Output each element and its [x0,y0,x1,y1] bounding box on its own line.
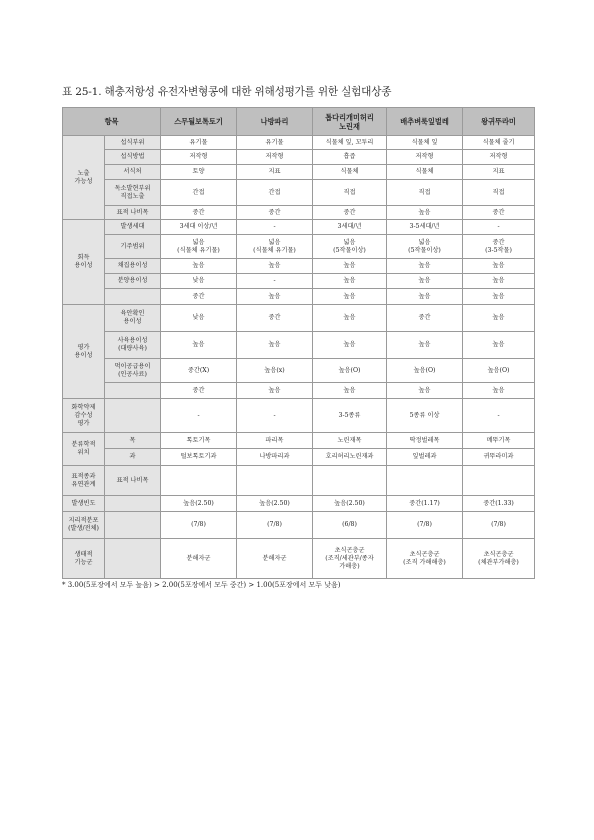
table-cell: 중간(1.33) [463,496,535,512]
table-cell: (7/8) [161,512,237,539]
section-label-exposure: 노출 가능성 [63,136,105,220]
table-cell: 높음(x) [237,359,313,383]
table-cell: 높음 [463,259,535,274]
row-label [105,539,161,579]
table-cell: 높음 [313,305,387,332]
table-cell: 중간 [237,305,313,332]
table-cell: 넓음 (식물체 유기물) [161,235,237,259]
row-label: 섭식부위 [105,136,161,150]
row-label: 섭식방법 [105,150,161,165]
table-cell: 높음 [387,289,463,305]
table-cell: 중간 [161,383,237,399]
table-cell: 직접 [313,180,387,206]
table-cell: 높음(2.50) [161,496,237,512]
table-row [63,305,535,332]
table-cell: 직접 [463,180,535,206]
table-cell: 간접 [237,180,313,206]
row-label [105,512,161,539]
table-row [63,539,535,579]
table-cell: 잎벌레과 [387,449,463,466]
table-cell: 저작형 [237,150,313,165]
row-label: 과 [105,449,161,466]
table-cell: 중간 [313,206,387,220]
table-caption: 표 25-1. 해충저항성 유전자변형콩에 대한 위해성평가를 위한 실험대상종 [62,86,392,98]
table-cell: 유기물 [161,136,237,150]
table-cell: - [463,220,535,235]
table-cell: 높음 [387,332,463,359]
table-cell: 중간 [161,206,237,220]
table-cell: 높음 [387,383,463,399]
table-cell: 높음 [237,289,313,305]
table-cell: 넓음 (5작물이상) [313,235,387,259]
table-cell: 3-5종류 [313,399,387,433]
table-cell: (7/8) [387,512,463,539]
table-cell: 중간 (3-5작물) [463,235,535,259]
header-species-4: 배추벼룩잎벌레 [387,108,463,136]
table-cell: 저작형 [161,150,237,165]
footnote: * 3.00(5포장에서 모두 높음) > 2.00(5포장에서 모두 중간) > 1.00(5포장에서 모두 낮음) [62,581,341,589]
table-cell: 낮음 [161,305,237,332]
section-label-eco: 생태적 기능군 [63,539,105,579]
table-cell: 분해자군 [237,539,313,579]
table-cell: 중간(1.17) [387,496,463,512]
table-cell: 저작형 [387,150,463,165]
table-cell: 높음 [313,259,387,274]
header-item: 항목 [63,108,161,136]
table-cell [313,466,387,496]
assessment-table [62,107,535,579]
table-cell [463,466,535,496]
table-cell: 중간 [161,289,237,305]
table-cell: 중간 [387,305,463,332]
table-cell: 식물체 줄기 [463,136,535,150]
table-cell: (7/8) [463,512,535,539]
row-label: 서식처 [105,165,161,180]
table-row [63,150,535,165]
table-cell: - [161,399,237,433]
table-cell: 파리목 [237,433,313,449]
table-cell: 높음(O) [463,359,535,383]
table-row [63,220,535,235]
table-cell: 높음 [463,305,535,332]
table-cell: 유기물 [237,136,313,150]
row-label [105,496,161,512]
table-row [63,433,535,449]
section-label-recovery: 회득 용이성 [63,220,105,305]
table-row [63,136,535,150]
table-cell: 초식곤충군 (체관부가해충) [463,539,535,579]
table-row [63,399,535,433]
table-row [63,165,535,180]
table-row [63,289,535,305]
table-cell: 높음 [237,259,313,274]
header-species-1: 스무될보톡토기 [161,108,237,136]
table-cell: 딱정벌레목 [387,433,463,449]
table-row [63,274,535,289]
table-cell: 중간(X) [161,359,237,383]
table-cell: 식물체 잎 [387,136,463,150]
row-label: 분양용이성 [105,274,161,289]
table-cell: 높음 [463,383,535,399]
table-cell: 높음 [387,259,463,274]
section-label-freq: 발생빈도 [63,496,105,512]
table-cell: - [237,220,313,235]
header-species-3: 톱다리개미허리 노린재 [313,108,387,136]
table-row [63,496,535,512]
table-cell: (6/8) [313,512,387,539]
row-label: 먹이공급용이 (인공사료) [105,359,161,383]
table-cell: 높음 [387,206,463,220]
table-cell: 톡토기목 [161,433,237,449]
table-row [63,383,535,399]
table-cell: 중간 [237,206,313,220]
table-cell: 지표 [237,165,313,180]
table-cell: (7/8) [237,512,313,539]
row-label: 목 [105,433,161,449]
table-cell: 높음 [463,289,535,305]
table-cell: 3-5세대/년 [387,220,463,235]
table-cell: 식물체 잎, 꼬투리 [313,136,387,150]
row-label: 발생세대 [105,220,161,235]
table-cell [387,466,463,496]
table-cell: - [463,399,535,433]
header-species-5: 왕귀뚜라미 [463,108,535,136]
table-cell: 식물체 [387,165,463,180]
table-cell: - [237,274,313,289]
row-label: 기주범위 [105,235,161,259]
row-label: 사육용이성 (대량사육) [105,332,161,359]
table-cell: 초식곤충군 (조직 가해해충) [387,539,463,579]
table-cell: 높음(O) [387,359,463,383]
table-cell: 분해자군 [161,539,237,579]
table-cell: 호리허리노린재과 [313,449,387,466]
table-cell: 높음(O) [313,359,387,383]
table-cell: - [237,399,313,433]
row-label [105,383,161,399]
table-row [63,449,535,466]
table-cell: 높음 [161,259,237,274]
table-cell: 메뚜기목 [463,433,535,449]
table-cell: 초식곤충군 (조직/세관부/종자 가해충) [313,539,387,579]
table-cell: 저작형 [463,150,535,165]
section-label-taxon: 분류학적 위치 [63,433,105,466]
table-row [63,332,535,359]
table-cell: 직접 [387,180,463,206]
header-row [63,108,535,136]
table-cell: 3세대/년 [313,220,387,235]
table-row [63,359,535,383]
table-cell: 5종류 이상 [387,399,463,433]
table-row [63,180,535,206]
table-row [63,466,535,496]
table-cell: 귀뚜라미과 [463,449,535,466]
section-label-chem: 화학약제 감수성 평가 [63,399,105,433]
row-label: 표적 나비목 [105,206,161,220]
table-row [63,235,535,259]
row-label [105,289,161,305]
table-cell: 높음 [313,332,387,359]
table-cell: 간접 [161,180,237,206]
table-cell: 나방파리과 [237,449,313,466]
table-cell: 흡즙 [313,150,387,165]
table-row [63,259,535,274]
table-cell: 높음 [463,332,535,359]
table-cell: 높음 [313,383,387,399]
table-row [63,512,535,539]
table-cell: 3세대 이상/년 [161,220,237,235]
table-cell [161,466,237,496]
table-cell: 중간 [463,206,535,220]
table-cell [237,466,313,496]
table-cell: 높음 [237,383,313,399]
table-cell: 넓음 (식물체 유기물) [237,235,313,259]
row-label: 독소발현부위 직접노출 [105,180,161,206]
table-cell: 높음 [313,289,387,305]
header-species-2: 나방파리 [237,108,313,136]
section-label-eval: 평가 용이성 [63,305,105,399]
table-cell: 식물체 [313,165,387,180]
table-cell: 넓음 (5작물이상) [387,235,463,259]
table-cell: 털보톡토기과 [161,449,237,466]
table-cell: 높음 [237,332,313,359]
table-cell: 높음 [387,274,463,289]
table-cell: 노린재목 [313,433,387,449]
table-cell: 높음(2.50) [313,496,387,512]
row-label [105,399,161,433]
table-row [63,206,535,220]
table-cell: 낮음 [161,274,237,289]
table-cell: 높음 [161,332,237,359]
table-cell: 지표 [463,165,535,180]
table-cell: 높음 [463,274,535,289]
table-cell: 높음 [313,274,387,289]
row-label: 육안확인 용이성 [105,305,161,332]
section-label-geo: 지리적분포 (발생/전체) [63,512,105,539]
table-cell: 토양 [161,165,237,180]
row-label: 채집용이성 [105,259,161,274]
table-cell: 높음(2.50) [237,496,313,512]
section-label-rep: 표적종과 유연관계 [63,466,105,496]
row-label: 표적 나비목 [105,466,161,496]
